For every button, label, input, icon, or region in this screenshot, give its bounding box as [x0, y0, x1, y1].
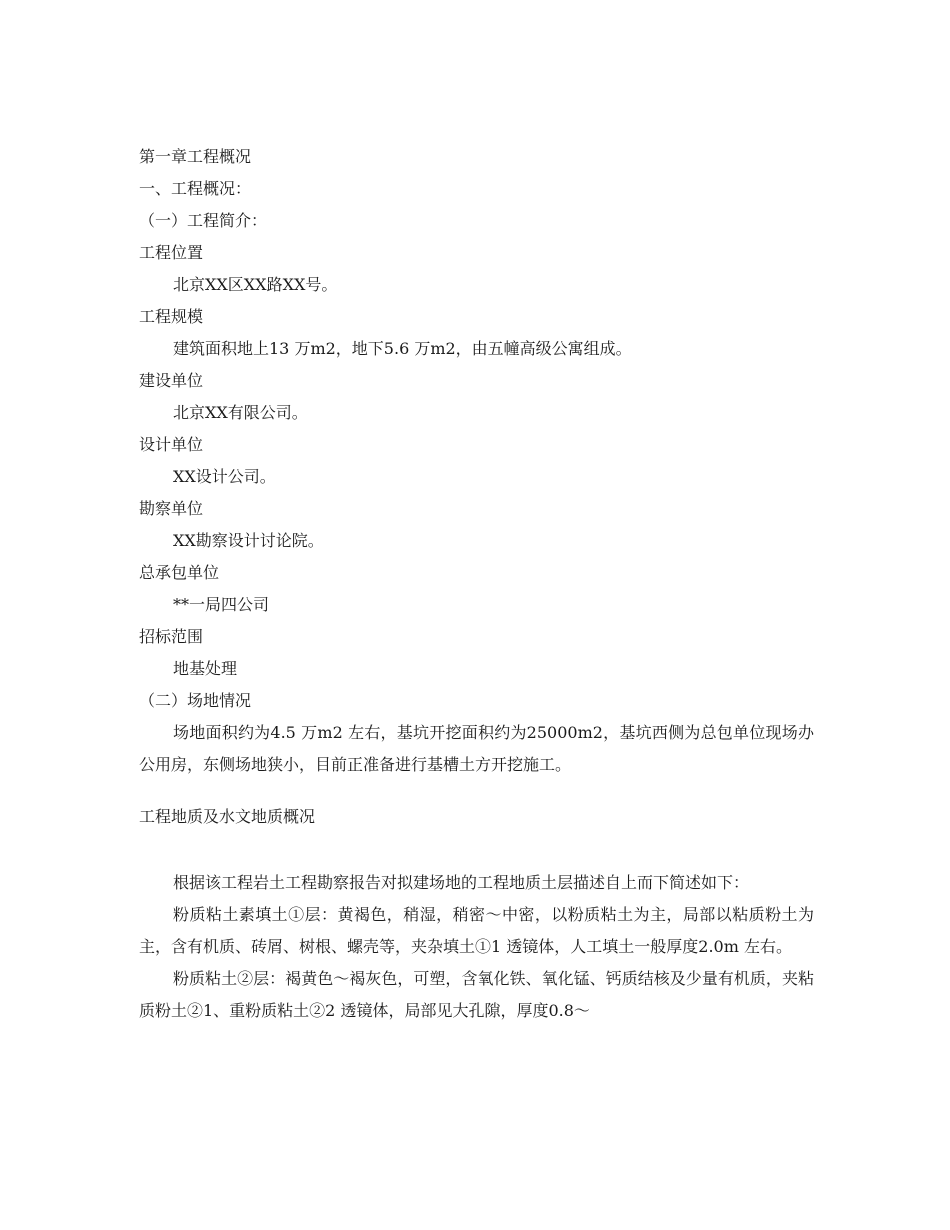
subsection-heading: （一）工程简介：: [139, 211, 268, 230]
geology-title: 工程地质及水文地质概况: [139, 807, 316, 826]
geology-intro-paragraph: 根据该工程岩土工程勘察报告对拟建场地的工程地质土层描述自上而下简述如下：: [173, 873, 750, 892]
item-value-location: 北京XX区XX路XX号。: [173, 275, 338, 294]
item-label-location: 工程位置: [139, 243, 204, 262]
layer-2-paragraph: 粉质粘土②层：褐黄色～褐灰色，可塑，含氧化铁、氧化锰、钙质结核及少量有机质，夹粘质粉土②1、重粉质粘土②2 透镜体，局部见大孔隙，厚度0.8～: [139, 969, 814, 1020]
item-value-designer: XX设计公司。: [173, 467, 276, 486]
document-page: [139, 141, 814, 1027]
item-label-scale: 工程规模: [139, 307, 204, 326]
item-label-contractor: 总承包单位: [139, 563, 220, 582]
chapter-title: 第一章工程概况: [139, 147, 252, 166]
item-value-contractor: **一局四公司: [173, 595, 270, 614]
item-value-scale: 建筑面积地上13 万m2，地下5.6 万m2，由五幢高级公寓组成。: [173, 339, 632, 358]
item-value-scope: 地基处理: [173, 659, 238, 678]
layer-1-paragraph: 粉质粘土素填土①层：黄褐色，稍湿，稍密～中密，以粉质粘土为主，局部以粘质粉土为主，含有机质、砖屑、树根、螺壳等，夹杂填土①1 透镜体，人工填土一般厚度2.0m 左右。: [139, 905, 814, 956]
site-paragraph: 场地面积约为4.5 万m2 左右，基坑开挖面积约为25000m2，基坑西侧为总包单位现场办公用房，东侧场地狭小，目前正准备进行基槽土方开挖施工。: [139, 723, 814, 774]
item-label-scope: 招标范围: [139, 627, 204, 646]
item-label-designer: 设计单位: [139, 435, 204, 454]
item-label-survey: 勘察单位: [139, 499, 204, 518]
item-value-owner: 北京XX有限公司。: [173, 403, 308, 422]
item-label-owner: 建设单位: [139, 371, 204, 390]
item-value-survey: XX勘察设计讨论院。: [173, 531, 324, 550]
section-heading: 一、工程概况：: [139, 179, 252, 198]
subsection-heading-site: （二）场地情况: [139, 691, 252, 710]
